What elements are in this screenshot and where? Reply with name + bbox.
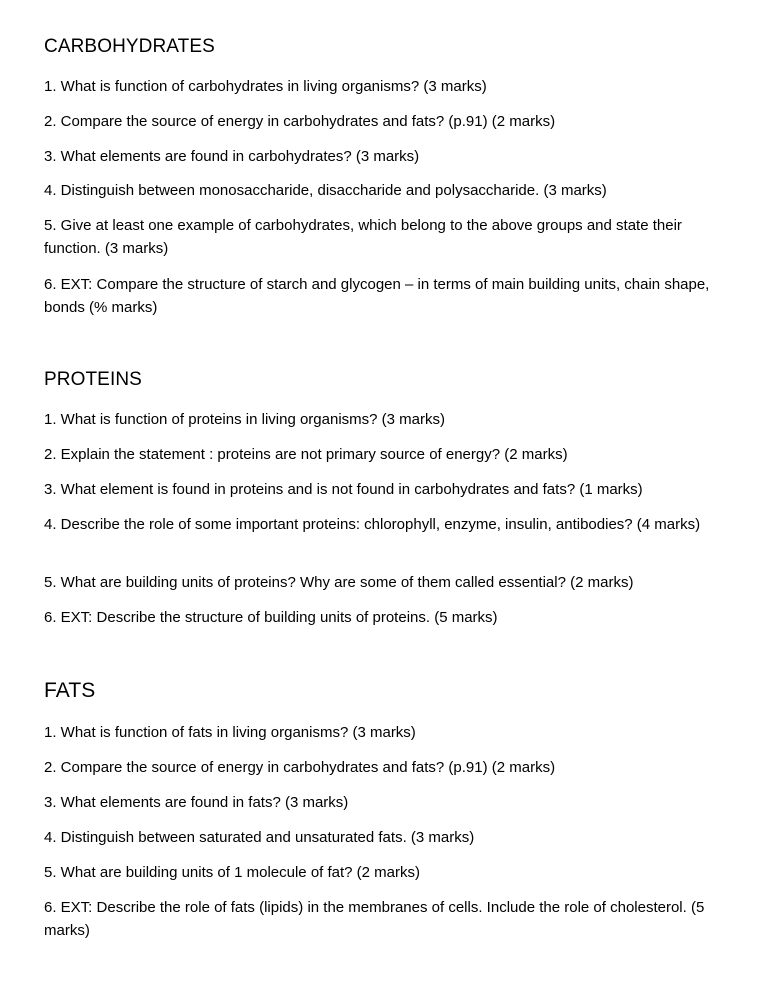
- question-item: 6. EXT: Describe the structure of building units of proteins. (5 marks): [44, 609, 498, 626]
- question-item: 2. Compare the source of energy in carbohydrates and fats? (p.91) (2 marks): [44, 113, 556, 130]
- question-item: 4. Distinguish between saturated and unsaturated fats. (3 marks): [44, 829, 475, 846]
- section-heading: CARBOHYDRATES: [44, 36, 215, 57]
- question-item: 6. EXT: Describe the role of fats (lipids) in the membranes of cells. Include the role of cholesterol. (5 marks): [44, 899, 705, 939]
- question-item: 1. What is function of proteins in living organisms? (3 marks): [44, 411, 445, 428]
- question-item: 1. What is function of carbohydrates in living organisms? (3 marks): [44, 78, 487, 95]
- section-heading: PROTEINS: [44, 369, 142, 390]
- section-proteins: [44, 368, 734, 392]
- question-item: 4. Distinguish between monosaccharide, disaccharide and polysaccharide. (3 marks): [44, 182, 607, 199]
- question-item: 2. Explain the statement : proteins are not primary source of energy? (2 marks): [44, 446, 568, 463]
- section-carbohydrates: [44, 35, 734, 59]
- question-item: 3. What element is found in proteins and is not found in carbohydrates and fats? (1 marks): [44, 481, 643, 498]
- question-item: 5. Give at least one example of carbohydrates, which belong to the above groups and state their function. (3 marks): [44, 217, 682, 257]
- question-item: 5. What are building units of 1 molecule of fat? (2 marks): [44, 864, 421, 881]
- section-fats: [44, 679, 734, 703]
- question-item: 3. What elements are found in carbohydrates? (3 marks): [44, 148, 420, 165]
- question-item: 5. What are building units of proteins? Why are some of them called essential? (2 marks): [44, 574, 634, 591]
- question-item: 3. What elements are found in fats? (3 marks): [44, 794, 349, 811]
- question-item: 4. Describe the role of some important proteins: chlorophyll, enzyme, insulin, antibodies? (4 marks): [44, 516, 701, 533]
- question-item: 1. What is function of fats in living organisms? (3 marks): [44, 724, 416, 741]
- question-item: 2. Compare the source of energy in carbohydrates and fats? (p.91) (2 marks): [44, 759, 556, 776]
- question-item: 6. EXT: Compare the structure of starch and glycogen – in terms of main building units, chain shape, bonds (% marks): [44, 276, 710, 316]
- section-heading: FATS: [44, 679, 96, 702]
